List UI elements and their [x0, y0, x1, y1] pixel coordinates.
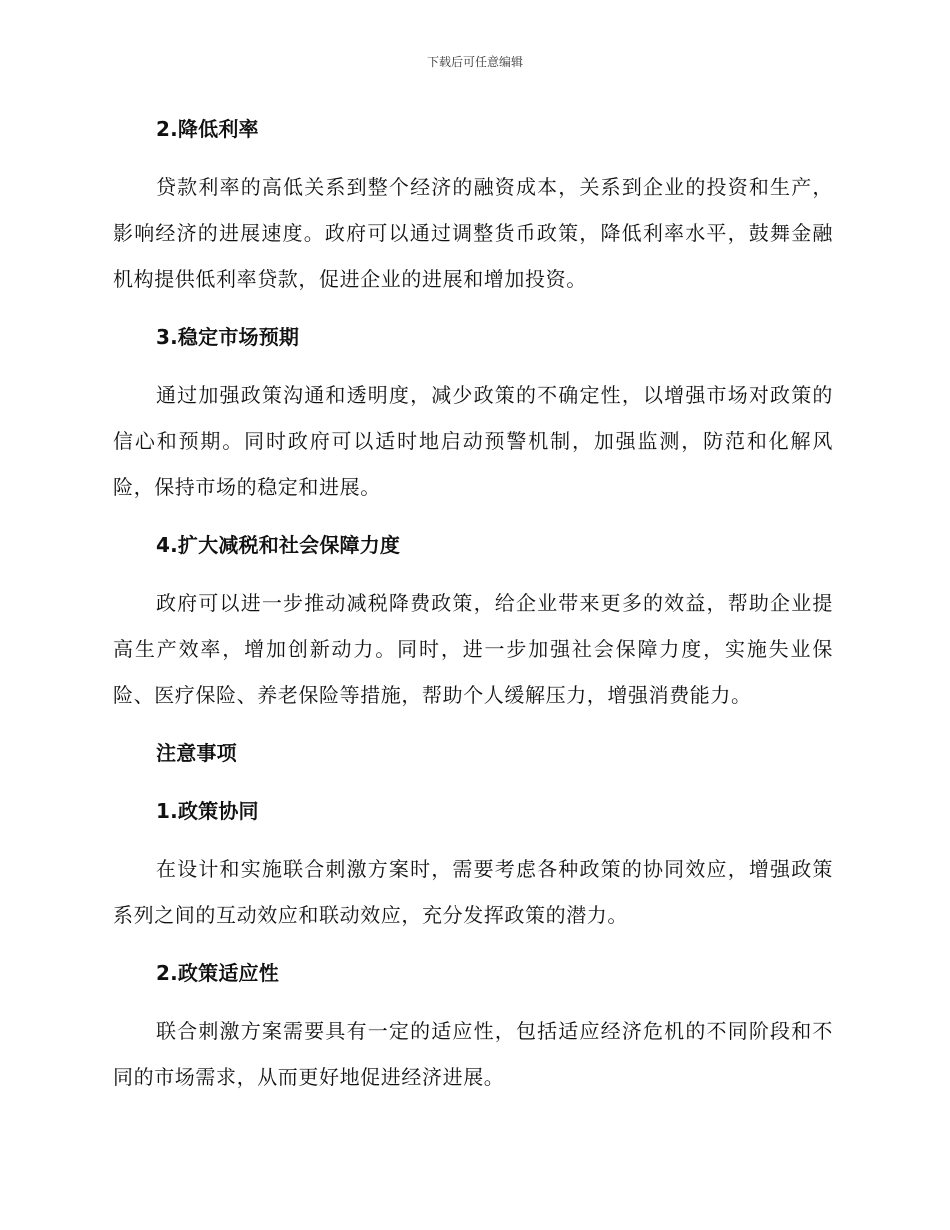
section-heading-notes: 注意事项 [156, 741, 237, 765]
section-heading-stabilize-expectations: 3.稳定市场预期 [156, 325, 300, 349]
section-heading-policy-adaptability: 2.政策适应性 [156, 961, 279, 985]
section-heading-lower-interest-rate: 2.降低利率 [156, 117, 259, 141]
section-paragraph-stabilize-expectations: 通过加强政策沟通和透明度，减少政策的不确定性，以增强市场对政策的信心和预期。同时政府可以适时地启动预警机制，加强监测，防范和化解风险，保持市场的稳定和进展。 [113, 383, 833, 499]
section-paragraph-lower-interest-rate: 贷款利率的高低关系到整个经济的融资成本，关系到企业的投资和生产，影响经济的进展速度。政府可以通过调整货币政策，降低利率水平，鼓舞金融机构提供低利率贷款，促进企业的进展和增加投资。 [113, 175, 833, 291]
section-heading-policy-coordination: 1.政策协同 [156, 799, 259, 823]
section-paragraph-policy-adaptability: 联合刺激方案需要具有一定的适应性，包括适应经济危机的不同阶段和不同的市场需求，从而更好地促进经济进展。 [113, 1019, 833, 1089]
section-paragraph-policy-coordination: 在设计和实施联合刺激方案时，需要考虑各种政策的协同效应，增强政策系列之间的互动效应和联动效应，充分发挥政策的潜力。 [113, 857, 833, 927]
document-body [113, 106, 833, 1100]
header-note: 下载后可任意编辑 [426, 55, 523, 69]
section-paragraph-tax-and-social-security: 政府可以进一步推动减税降费政策，给企业带来更多的效益，帮助企业提高生产效率，增加创新动力。同时，进一步加强社会保障力度，实施失业保险、医疗保险、养老保险等措施，帮助个人缓解压力，增强消费能力。 [113, 591, 833, 707]
section-heading-tax-and-social-security: 4.扩大减税和社会保障力度 [156, 533, 401, 557]
